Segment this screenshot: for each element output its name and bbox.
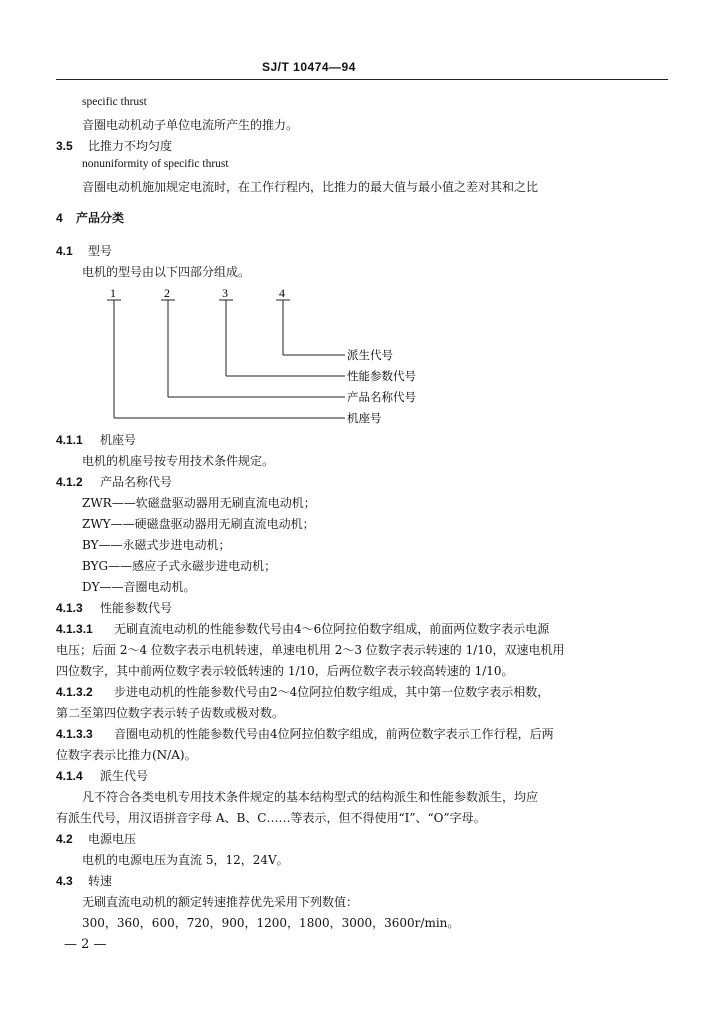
digit-3: 3 bbox=[222, 286, 228, 300]
paragraph-line: 位数字表示比推力(N/A)。 bbox=[56, 748, 197, 762]
paragraph-line: 无刷直流电动机的额定转速推荐优先采用下列数值： bbox=[82, 895, 359, 909]
section-number: 4.3 bbox=[56, 874, 73, 888]
section-title: 派生代号 bbox=[100, 769, 149, 783]
digit-4: 4 bbox=[279, 286, 285, 300]
digit-2: 2 bbox=[164, 286, 170, 300]
paragraph-line: 步进电动机的性能参数代号由2～4位阿拉伯数字组成，其中第一位数字表示相数， bbox=[114, 685, 550, 699]
term-english: specific thrust bbox=[82, 96, 147, 108]
label-product-name-code: 产品名称代号 bbox=[347, 390, 416, 404]
section-number: 3.5 bbox=[56, 139, 73, 153]
section-number: 4.1.3 bbox=[56, 601, 83, 615]
section-title: 型号 bbox=[88, 244, 113, 258]
section-title: 产品名称代号 bbox=[100, 475, 173, 489]
section-title: 比推力不均匀度 bbox=[88, 139, 173, 153]
section-number: 4.1.4 bbox=[56, 769, 83, 783]
section-number: 4.1.2 bbox=[56, 475, 83, 489]
section-number: 4.2 bbox=[56, 832, 73, 846]
list-item: BY——永磁式步进电动机； bbox=[82, 538, 231, 552]
list-item: BYG——感应子式永磁步进电动机； bbox=[82, 559, 277, 573]
paragraph-line: 电压；后面 2～4 位数字表示电机转速，单速电机用 2～3 位数字表示转速的 1/10，双速电机用 bbox=[56, 643, 565, 657]
page-number: — 2 — bbox=[64, 937, 107, 952]
term-definition: 音圈电动机施加规定电流时，在工作行程内，比推力的最大值与最小值之差对其和之比 bbox=[82, 180, 539, 194]
section-number: 4.1.1 bbox=[56, 433, 83, 447]
paragraph-line: 电机的型号由以下四部分组成。 bbox=[82, 265, 251, 279]
label-derivative-code: 派生代号 bbox=[347, 348, 393, 362]
list-item: ZWR——软磁盘驱动器用无刷直流电动机； bbox=[82, 496, 316, 510]
paragraph-line: 电机的电源电压为直流 5，12，24V。 bbox=[82, 853, 289, 867]
section-number: 4.1.3.3 bbox=[56, 727, 93, 741]
section-number: 4.1.3.2 bbox=[56, 685, 93, 699]
section-title: 转速 bbox=[88, 874, 113, 888]
label-performance-code: 性能参数代号 bbox=[347, 369, 416, 383]
list-item: ZWY——硬磁盘驱动器用无刷直流电动机； bbox=[82, 517, 315, 531]
paragraph-line: 四位数字，其中前两位数字表示较低转速的 1/10，后两位数字表示较高转速的 1/10。 bbox=[56, 664, 514, 678]
paragraph-line: 无刷直流电动机的性能参数代号由4～6位阿拉伯数字组成，前面两位数字表示电源 bbox=[114, 622, 550, 636]
section-number: 4.1.3.1 bbox=[56, 622, 93, 636]
list-item: DY——音圈电动机。 bbox=[82, 580, 196, 594]
section-title: 性能参数代号 bbox=[100, 601, 173, 615]
paragraph-line: 凡不符合各类电机专用技术条件规定的基本结构型式的结构派生和性能参数派生，均应 bbox=[82, 790, 539, 804]
section-title: 机座号 bbox=[100, 433, 137, 447]
digit-1: 1 bbox=[110, 286, 116, 300]
section-number: 4.1 bbox=[56, 244, 73, 258]
paragraph-line: 电机的机座号按专用技术条件规定。 bbox=[82, 454, 275, 468]
paragraph-line: 第二至第四位数字表示转子齿数或极对数。 bbox=[56, 706, 285, 720]
term-definition: 音圈电动机动子单位电流所产生的推力。 bbox=[82, 118, 299, 132]
paragraph-line: 有派生代号，用汉语拼音字母 A、B、C……等表示，但不得使用“I”、“O”字母。 bbox=[56, 811, 486, 825]
section-title: 产品分类 bbox=[76, 211, 125, 225]
section-title: 电源电压 bbox=[88, 832, 137, 846]
term-english: nonuniformity of specific thrust bbox=[82, 158, 229, 170]
paragraph-line: 音圈电动机的性能参数代号由4位阿拉伯数字组成，前两位数字表示工作行程，后两 bbox=[114, 727, 554, 741]
standard-code: SJ/T 10474—94 bbox=[262, 60, 356, 74]
section-number: 4 bbox=[56, 211, 63, 225]
label-frame-number: 机座号 bbox=[347, 411, 382, 425]
paragraph-line: 300，360，600，720，900，1200，1800，3000，3600r/min。 bbox=[82, 916, 460, 930]
